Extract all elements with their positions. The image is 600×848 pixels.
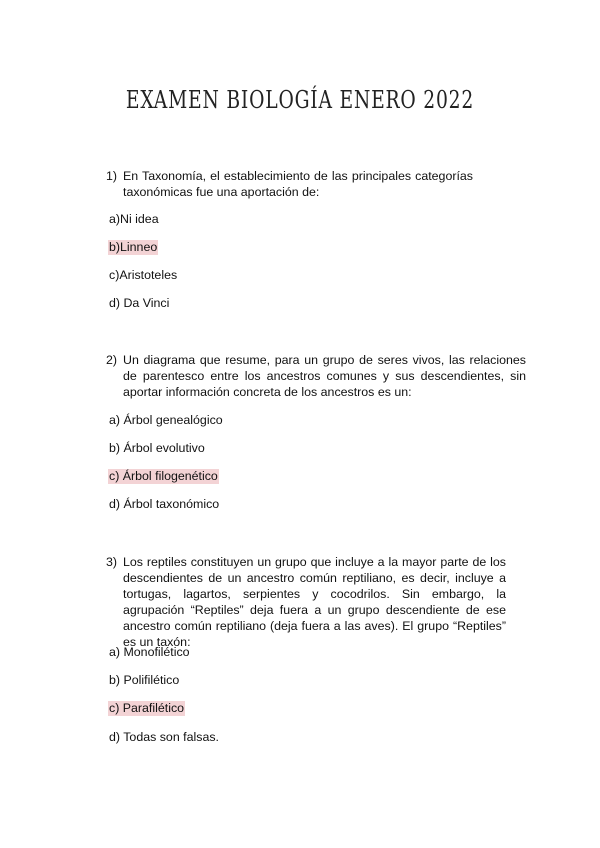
question-2-option-c-correct: c) Árbol filogenético [109,469,218,483]
question-2-option-d: d) Árbol taxonómico [109,497,220,511]
question-1-option-d: d) Da Vinci [109,296,170,310]
question-1 [106,168,526,200]
question-3-option-a: a) Monofilético [109,645,190,659]
question-number: 1) [106,169,118,183]
question-text: Los reptiles constituyen un grupo que incluye a la mayor parte de los descendientes de un ancestro común reptiliano, es decir, incluye a tortugas, lagartos, serpientes y cocodrilos. Sin embargo, la agrupación “Reptiles” deja fuera a un grupo descendiente de ese ancestro común reptiliano (deja fuera a las aves). El grupo “Reptiles” es un taxón: [123,555,506,649]
exam-title: EXAMEN BIOLOGÍA ENERO 2022 [125,86,475,114]
question-1-option-a: a)Ni idea [109,212,159,226]
question-3 [106,554,526,650]
question-3-option-d: d) Todas son falsas. [109,730,219,744]
question-number: 3) [106,555,118,569]
question-3-option-b: b) Polifilético [109,673,180,687]
question-text: En Taxonomía, el establecimiento de las principales categorías taxonómicas fue una aportación de: [123,169,473,199]
question-3-option-c-correct: c) Parafilético [109,701,185,715]
question-2-option-b: b) Árbol evolutivo [109,441,205,455]
question-1-option-b-correct: b)Linneo [109,240,158,254]
question-1-option-c: c)Aristoteles [109,268,178,282]
question-2-option-a: a) Árbol genealógico [109,413,223,427]
question-number: 2) [106,353,118,367]
question-text: Un diagrama que resume, para un grupo de seres vivos, las relaciones de parentesco entre los ancestros comunes y sus descendientes, sin aportar información concreta de los ancestros es un: [123,353,526,399]
question-2 [106,352,526,400]
